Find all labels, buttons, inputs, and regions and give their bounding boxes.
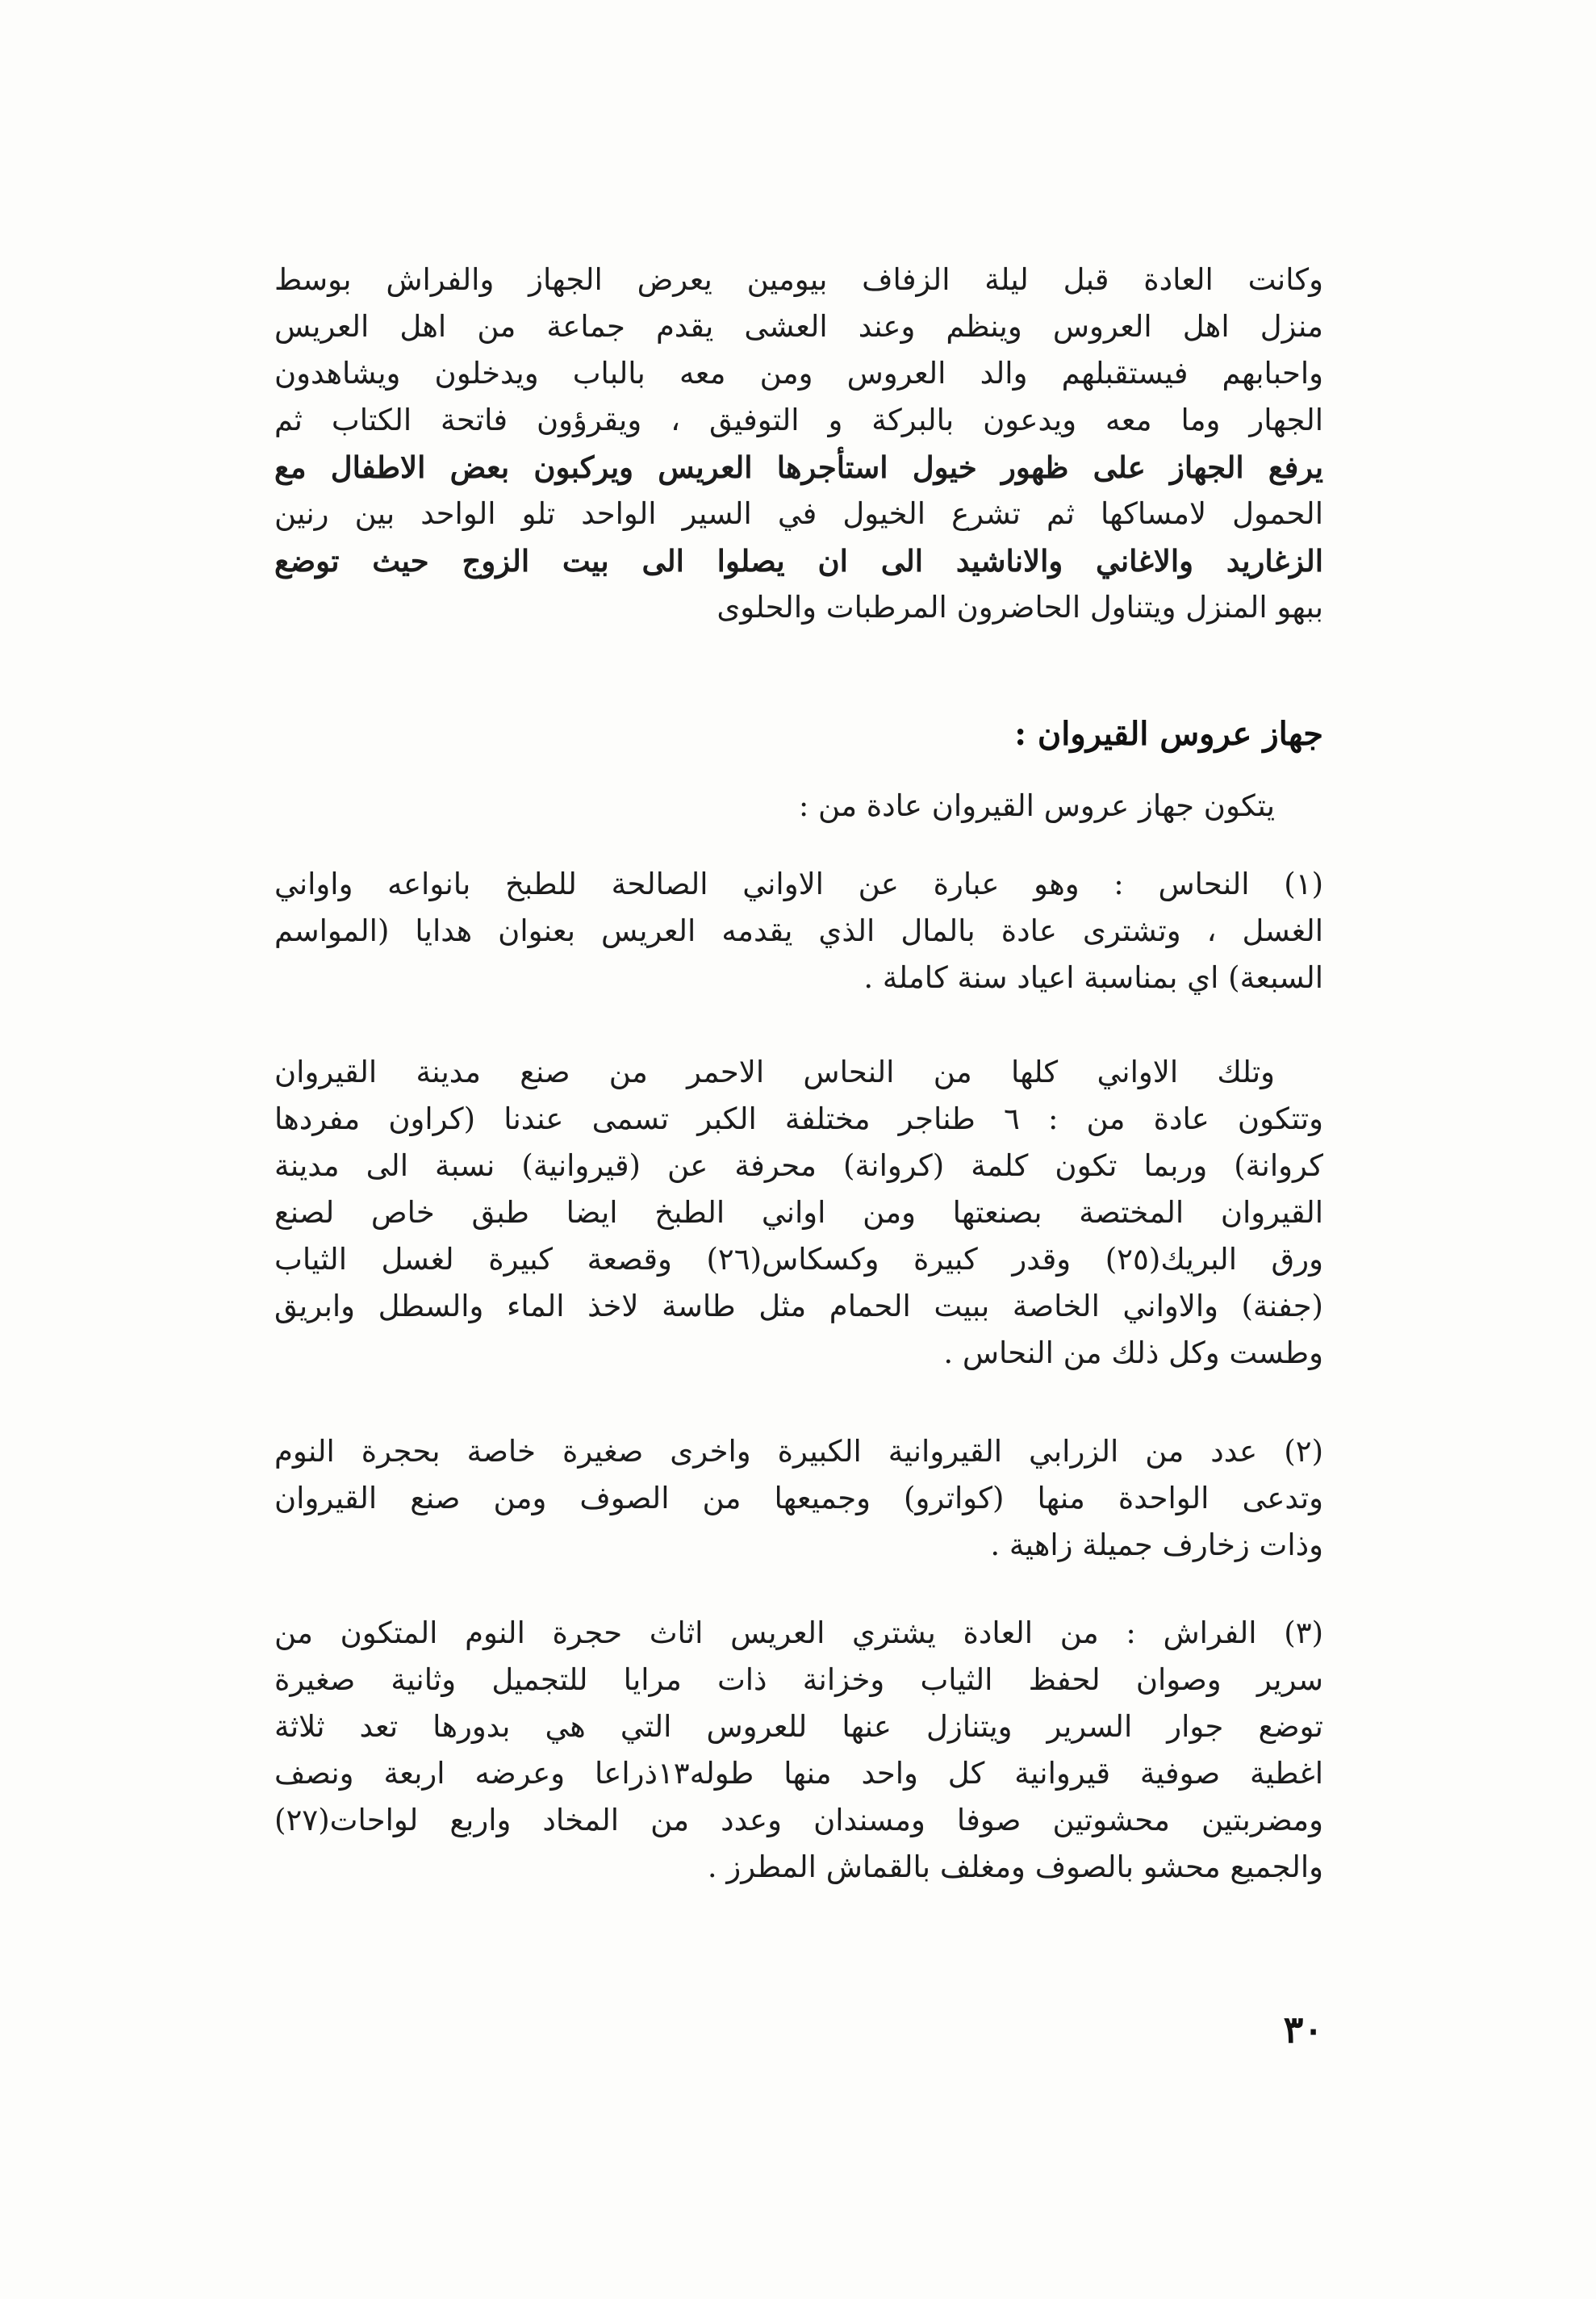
- text-line: ومضربتين محشوتين صوفا ومسندان وعدد من المخاد واربع لواحات(٢٧): [274, 1803, 1323, 1837]
- text-line: وتتكون عادة من : ٦ طناجر مختلفة الكبر تسمى عندنا (كراون مفردها: [274, 1101, 1323, 1136]
- text-line: ورق البريك(٢٥) وقدر كبيرة وكسكاس(٢٦) وقصعة كبيرة لغسل الثياب: [274, 1242, 1323, 1277]
- text-line: وذات زخارف جميلة زاهية .: [990, 1528, 1323, 1562]
- text-line: (جفنة) والاواني الخاصة ببيت الحمام مثل طاسة لاخذ الماء والسطل وابريق: [274, 1289, 1323, 1323]
- text-line: ببهو المنزل ويتناول الحاضرون المرطبات والحلوى: [717, 590, 1323, 625]
- text-line: وكانت العادة قبل ليلة الزفاف بيومين يعرض الجهاز والفراش بوسط: [274, 262, 1323, 297]
- text-line: وطست وكل ذلك من النحاس .: [943, 1336, 1323, 1370]
- text-line: واحبابهم فيستقبلهم والد العروس ومن معه بالباب ويدخلون ويشاهدون: [274, 356, 1323, 391]
- text-line: (٣) الفراش : من العادة يشتري العريس اثاث حجرة النوم المتكون من: [274, 1616, 1323, 1650]
- text-line: كروانة) وربما تكون كلمة (كروانة) محرفة عن (قيروانية) نسبة الى مدينة: [274, 1148, 1323, 1183]
- text-line: وتدعى الواحدة منها (كواترو) وجميعها من الصوف ومن صنع القيروان: [274, 1481, 1323, 1515]
- text-line: يرفع الجهاز على ظهور خيول استأجرها العريس ويركبون بعض الاطفال مع: [274, 449, 1323, 485]
- text-line: اغطية صوفية قيروانية كل واحد منها طوله١٣ذراعا وعرضه اربعة ونصف: [274, 1756, 1323, 1791]
- text-line: القيروان المختصة بصنعتها ومن اواني الطبخ ايضا طبق خاص لصنع: [274, 1195, 1323, 1230]
- text-line: الغسل ، وتشترى عادة بالمال الذي يقدمه العريس بعنوان هدايا (المواسم: [274, 913, 1323, 948]
- text-line: (١) النحاس : وهو عبارة عن الاواني الصالحة للطبخ بانواعه واواني: [274, 867, 1323, 901]
- text-line: سرير وصوان لحفظ الثياب وخزانة ذات مرايا للتجميل وثانية صغيرة: [274, 1662, 1323, 1697]
- paragraph-copper: [274, 861, 1323, 1001]
- paragraph-copper-vessels: [274, 1049, 1323, 1377]
- text-line: الحمول لامساكها ثم تشرع الخيول في السير الواحد تلو الواحد بين رنين: [274, 496, 1323, 531]
- page-number: ٣٠: [1283, 2008, 1323, 2051]
- section-heading: جهاز عروس القيروان :: [1014, 715, 1323, 753]
- text-line: وتلك الاواني كلها من النحاس الاحمر من صنع مدينة القيروان: [274, 1055, 1275, 1089]
- paragraph-furniture: [274, 1610, 1323, 1891]
- text-line: توضع جوار السرير ويتنازل عنها للعروس التي هي بدورها تعد ثلاثة: [274, 1709, 1323, 1744]
- text-line: (٢) عدد من الزرابي القيروانية الكبيرة واخرى صغيرة خاصة بحجرة النوم: [274, 1434, 1323, 1469]
- text-line: منزل اهل العروس وينظم وعند العشى يقدم جماعة من اهل العريس: [274, 309, 1323, 344]
- text-line: والجميع محشو بالصوف ومغلف بالقماش المطرز .: [707, 1850, 1323, 1884]
- text-line: الجهار وما معه ويدعون بالبركة و التوفيق ، ويقرؤون فاتحة الكتاب ثم: [274, 403, 1323, 437]
- text-line: السبعة) اي بمناسبة اعياد سنة كاملة .: [863, 960, 1323, 995]
- paragraph-wedding-procession: [274, 257, 1323, 631]
- section-intro: يتكون جهاز عروس القيروان عادة من :: [798, 788, 1275, 823]
- text-line: الزغاريد والاغاني والاناشيد الى ان يصلوا الى بيت الزوج حيث توضع: [274, 543, 1323, 579]
- paragraph-carpets: [274, 1428, 1323, 1569]
